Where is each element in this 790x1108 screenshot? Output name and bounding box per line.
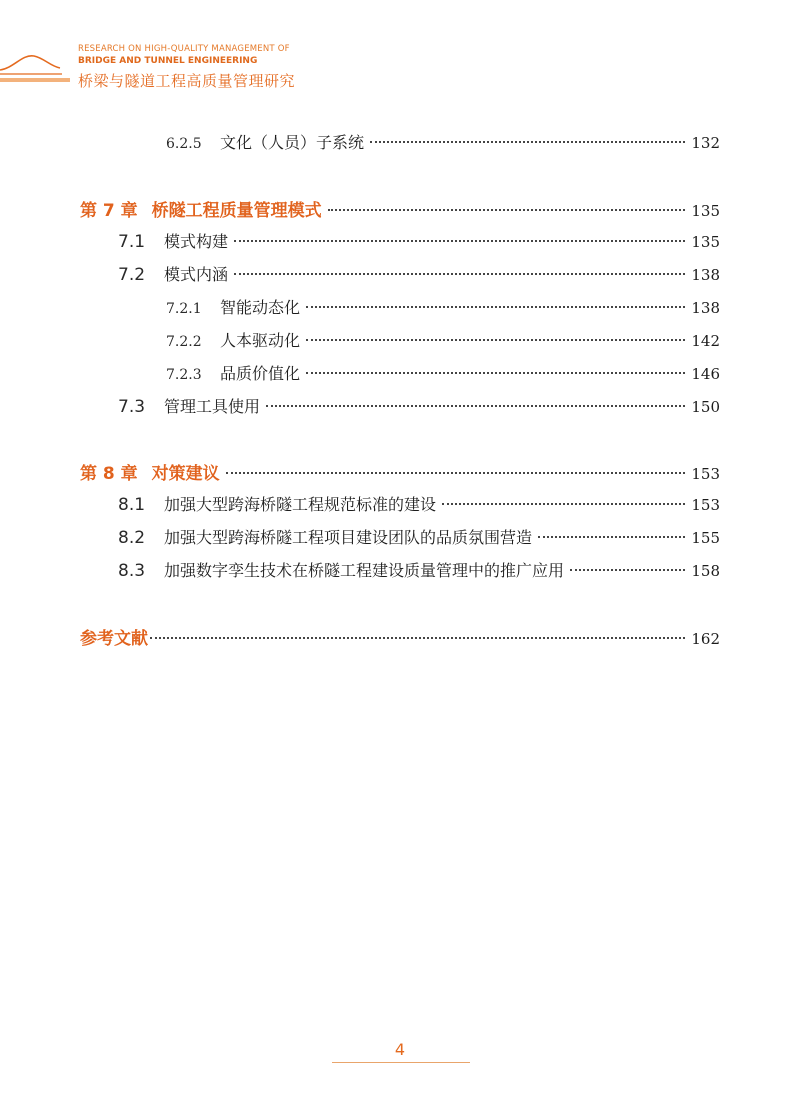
toc-number: 7.2 [118, 265, 146, 285]
toc-page: 153 [691, 465, 720, 483]
dot-leader [570, 569, 685, 571]
footer-rule [332, 1062, 470, 1063]
toc-number: 6.2.5 [166, 136, 202, 152]
toc-number: 7.1 [118, 232, 146, 252]
toc-entry-chapter-8[interactable] [0, 459, 790, 483]
toc-page: 150 [691, 398, 720, 416]
toc-number: 7.3 [118, 397, 146, 417]
dot-leader [370, 141, 685, 143]
toc-page: 138 [691, 299, 720, 317]
toc-title: 模式内涵 [164, 265, 229, 284]
toc-chapter-title: 桥隧工程质量管理模式 [151, 201, 322, 221]
toc-number: 8.1 [118, 495, 146, 515]
toc-number: 8.3 [118, 561, 146, 581]
header-title-cn: 桥梁与隧道工程高质量管理研究 [78, 72, 296, 90]
toc-title: 人本驱动化 [220, 331, 301, 350]
toc-entry-7-2-2[interactable] [0, 328, 790, 352]
toc-page: 135 [691, 233, 720, 251]
toc-entry-7-3[interactable] [0, 394, 790, 418]
toc-entry-8-2[interactable] [0, 525, 790, 549]
toc-chapter-title: 对策建议 [151, 464, 220, 484]
toc-number: 8.2 [118, 528, 146, 548]
header-title-en-line2: BRIDGE AND TUNNEL ENGINEERING [78, 56, 258, 66]
toc-entry-6-2-5[interactable] [0, 130, 790, 154]
page-number: 4 [394, 1040, 406, 1059]
dot-leader [150, 637, 685, 639]
toc-title: 加强大型跨海桥隧工程项目建设团队的品质氛围营造 [164, 528, 533, 547]
page-footer [0, 1040, 790, 1080]
toc-page: 138 [691, 266, 720, 284]
toc-entry-chapter-7[interactable] [0, 196, 790, 220]
dot-leader [226, 472, 686, 474]
dot-leader [442, 503, 685, 505]
dot-leader [234, 273, 685, 275]
toc-entry-7-1[interactable] [0, 229, 790, 253]
toc-title: 加强大型跨海桥隧工程规范标准的建设 [164, 495, 437, 514]
toc-number: 7.2.2 [166, 334, 202, 350]
toc-page: 158 [691, 562, 720, 580]
toc-page: 135 [691, 202, 720, 220]
toc-entry-8-3[interactable] [0, 558, 790, 582]
dot-leader [234, 240, 685, 242]
toc-entry-references[interactable] [0, 624, 790, 648]
toc-number: 7.2.1 [166, 301, 202, 317]
dot-leader [306, 339, 685, 341]
toc-title: 管理工具使用 [164, 397, 261, 416]
dot-leader [328, 209, 686, 211]
toc-title: 文化（人员）子系统 [220, 133, 365, 152]
toc-entry-7-2-1[interactable] [0, 295, 790, 319]
toc-number: 7.2.3 [166, 367, 202, 383]
toc-entry-8-1[interactable] [0, 492, 790, 516]
toc-page: 153 [691, 496, 720, 514]
toc-title: 加强数字孪生技术在桥隧工程建设质量管理中的推广应用 [164, 561, 565, 580]
toc-page: 155 [691, 529, 720, 547]
bridge-arch-icon [0, 48, 80, 88]
dot-leader [306, 372, 685, 374]
toc-page: 142 [691, 332, 720, 350]
toc-chapter-number: 第 8 章 [80, 464, 138, 484]
toc-entry-7-2[interactable] [0, 262, 790, 286]
toc-chapter-number: 第 7 章 [80, 201, 138, 221]
dot-leader [306, 306, 685, 308]
toc-title: 模式构建 [164, 232, 229, 251]
running-header [0, 0, 790, 110]
toc-title: 智能动态化 [220, 298, 301, 317]
header-title-en-line1: RESEARCH ON HIGH-QUALITY MANAGEMENT OF [78, 44, 290, 54]
toc-references-title: 参考文献 [80, 629, 148, 649]
dot-leader [266, 405, 685, 407]
toc-page: 146 [691, 365, 720, 383]
toc-title: 品质价值化 [220, 364, 301, 383]
toc-page: 132 [691, 134, 720, 152]
toc-page: 162 [691, 630, 720, 648]
toc-entry-7-2-3[interactable] [0, 361, 790, 385]
dot-leader [538, 536, 685, 538]
